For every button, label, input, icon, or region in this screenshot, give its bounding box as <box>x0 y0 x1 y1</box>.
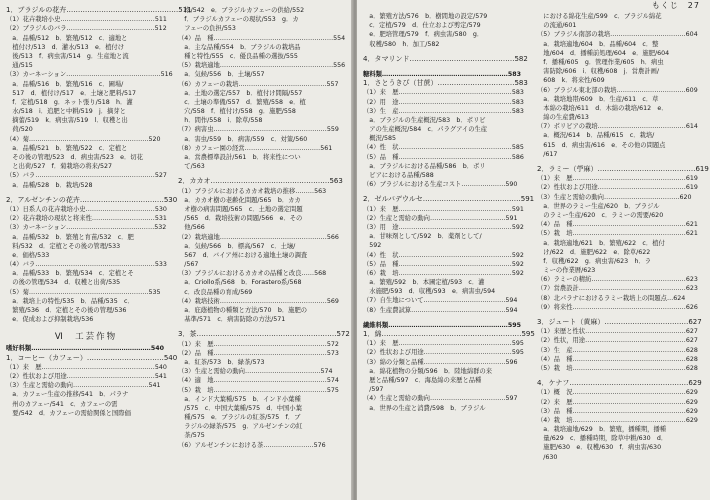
toc-entry: （4）菊…………………………………………………520 <box>6 135 161 143</box>
toc-entry: 嗜好料類…………………………………………………540 <box>6 345 164 353</box>
toc-entry: 茶/575 <box>178 432 205 440</box>
toc-entry: （4）栽培技術……………………………………………569 <box>178 297 339 305</box>
toc-entry: （3）生 産………………………………………………628 <box>537 346 698 354</box>
toc-entry: （4）栽 培………………………………………………629 <box>537 416 698 424</box>
toc-entry: （2）花卉栽培の現状と将来性…………………………531 <box>6 215 167 223</box>
toc-entry: 他/566 <box>178 224 205 232</box>
toc-entry: a．カフェー生産の推移/541 b．パラナ <box>6 391 129 399</box>
toc-entry: c．改良品種の育成/569 <box>178 288 253 296</box>
toc-entry: （6）アルゼンチンにおける茶……………………576 <box>178 441 326 449</box>
toc-entry: （4）バラ…………………………………………………533 <box>6 261 167 269</box>
page-header: もくじ 27 <box>651 1 700 10</box>
toc-entry: a．概況/614 b．品種/615 c．栽培/ <box>537 132 655 140</box>
toc-entry: （3）綿の分類と品種…………………………………596 <box>363 358 518 366</box>
toc-entry: e．価格/533 <box>6 251 50 259</box>
toc-entry: （3）生産と需給の動向………………………………574 <box>178 368 333 376</box>
toc-entry: 4．ケナフ……………………………………………629 <box>537 379 702 388</box>
toc-entry: f．播種/605 g．管理作業/605 h．病虫 <box>537 58 664 66</box>
toc-entry: /617 <box>537 150 558 158</box>
toc-entry: アの生産概況/584 c．パラグアイの生産 <box>363 126 488 134</box>
toc-column-3 <box>363 12 535 413</box>
toc-entry: 1．綿……………………………………………………595 <box>363 330 535 338</box>
toc-entry: 水/518 i．追肥と中耕/519 j．摘芽と <box>6 108 126 116</box>
toc-entry: 地/604 d．播種前処理/604 e．施肥/604 <box>537 49 670 57</box>
toc-entry: 概況/585 <box>363 135 397 143</box>
toc-entry: ミーの作業暦/623 <box>537 267 596 275</box>
toc-entry: （3）カーネーション……………………………………532 <box>6 224 167 232</box>
toc-entry: （5）バラ…………………………………………………527 <box>6 172 167 180</box>
toc-entry: a．害虫/559 b．病害/559 c．対策/560 <box>178 135 308 143</box>
toc-entry: a．栽培上の特性/535 b．品種/535 c． <box>6 297 134 305</box>
toc-entry: 567 d．バイア州における適地土壌の調査 <box>178 251 308 259</box>
toc-entry: （6）ラミーの精紡………………………………………623 <box>537 276 698 284</box>
toc-entry: （4）性 状………………………………………………592 <box>363 251 524 259</box>
toc-entry: c．土壌の準備/557 d．繁殖/558 e．植 <box>178 98 306 106</box>
toc-entry: a．栽培適地/629 b．繁殖，播種期，播種 <box>537 426 667 434</box>
toc-entry: （6）栽 培………………………………………………592 <box>363 269 524 277</box>
toc-entry: a．庇蔭植物の種類と方法/570 b．施肥の <box>178 307 308 314</box>
toc-entry: 3．茶……………………………………………………572 <box>178 330 350 339</box>
toc-entry: （5）菊…………………………………………………535 <box>6 288 161 296</box>
toc-entry: 592 <box>363 242 382 250</box>
toc-entry: （9）将来性………………………………………………626 <box>537 303 698 311</box>
toc-entry: その後の管理/523 d．病虫害/523 e．切花 <box>6 154 143 161</box>
toc-entry: e．促成および抑制栽培/536 <box>6 316 94 324</box>
toc-entry: （3）生産と需給の動向………………………………541 <box>6 382 161 390</box>
toc-entry: a．品種/528 b．栽培/528 <box>6 181 93 189</box>
toc-entry: （8）カフェー園の経営………………………………561 <box>178 144 333 152</box>
toc-entry: /575 c．中国大葉種/575 d．中国小葉 <box>178 404 302 412</box>
toc-entry: /597 <box>363 386 384 394</box>
toc-entry: 害防除/606 i．収穫/608 j．営農計画/ <box>537 68 660 76</box>
toc-entry: a．ブラジルの生産概況/583 b．ボリビ <box>363 116 486 124</box>
toc-entry: 荷/520 <box>6 126 33 134</box>
toc-entry: （1）概 況………………………………………………629 <box>537 389 698 397</box>
toc-entry: a．ブラジルにおける品種/586 b．ボリ <box>363 162 486 170</box>
toc-entry: 格/542 e．ブラジルカフェーの供給/552 <box>178 7 305 14</box>
toc-entry: 1．コーヒー（カフェー）……………………………540 <box>6 353 178 362</box>
toc-entry: （4）性 状………………………………………………585 <box>363 144 524 152</box>
toc-entry: a．繁殖/592 b．本圃定植/593 c．灌 <box>363 279 485 287</box>
toc-entry: （2）品 種………………………………………………573 <box>178 349 339 357</box>
toc-entry: 綿の生産費/613 <box>537 114 589 122</box>
toc-entry: f．ブラジルカフェーの現状/553 g．カ <box>178 16 299 24</box>
toc-entry: e．肥培管理/579 f．病虫害/580 g． <box>363 31 484 39</box>
toc-entry: a．気候/556 b．土壌/557 <box>178 71 265 79</box>
toc-entry: 615 d．病虫害/616 e．その他の問題点 <box>537 141 666 149</box>
toc-entry: （2）ブラジルのバラ……………………………………512 <box>6 25 167 33</box>
toc-entry: （3）カーネーション………………………………………516 <box>6 71 173 79</box>
toc-entry: （1）来 歴………………………………………………619 <box>537 175 698 183</box>
toc-entry: 608 k．将来性/609 <box>537 77 605 85</box>
toc-entry: 基準/571 c．病害防除の方法/571 <box>178 316 286 324</box>
toc-entry: 1．さとうきび（甘蔗）……………………………583 <box>363 79 528 88</box>
toc-entry: 施肥/630 e．収穫/630 f．病虫害/630 <box>537 444 662 452</box>
toc-entry: a．世界のラミー生産/620 b．ブラジル <box>537 202 660 210</box>
toc-entry: （2）性状および用途……………………………………595 <box>363 349 524 357</box>
toc-entry: （4）品 種………………………………………………628 <box>537 355 698 363</box>
toc-entry: 種/575 e．ブラジルの紅茶/575 f．ブ <box>178 414 301 422</box>
toc-entry: （2）栽培適地……………………………………………566 <box>178 233 339 241</box>
toc-entry: a．営農標準設計/561 b．将来性につい <box>178 154 301 161</box>
toc-entry: （2）性状，用途…………………………………………627 <box>537 337 698 345</box>
toc-entry: a．栽培適地/621 b．繁殖/622 c．植付 <box>537 239 665 247</box>
toc-entry: 収穫/580 h．加工/582 <box>363 40 440 48</box>
toc-entry: （1）来 歴………………………………………………591 <box>363 205 524 213</box>
toc-entry: a．土地の選定/557 b．植付け間隔/557 <box>178 89 303 97</box>
toc-entry: （7）病害虫………………………………………………559 <box>178 126 339 134</box>
toc-entry: （6）ブラジルにおける生産コスト…………………590 <box>363 181 518 189</box>
toc-entry: a．品種/533 b．繁殖/534 c．定植とそ <box>6 270 134 278</box>
toc-entry: 種と特性/555 c．優良品種の選抜/555 <box>178 52 298 60</box>
toc-entry: （3）ブラジルにおけるカカオの品種と改良……568 <box>178 270 327 278</box>
toc-entry: a．品種/532 b．繁殖と育苗/532 c．肥 <box>6 233 134 241</box>
toc-entry: （7）自生地について…………………………………594 <box>363 297 518 305</box>
toc-entry: a．世界の生産と消費/598 b．ブラジル <box>363 404 486 412</box>
toc-entry: a．紅茶/573 b．緑茶/573 <box>178 358 265 366</box>
toc-entry: フェーの負担/553 <box>178 25 236 33</box>
toc-entry: （1）ブラジルにおけるカカオ栽培の推移………563 <box>178 187 327 195</box>
toc-entry: 量/629 c．播種時期，除草中耕/630 d． <box>537 435 668 443</box>
toc-entry: 517 d．植付け/517 e．土壌と肥料/517 <box>6 89 137 97</box>
toc-entry: h．間作/558 i．除草/558 <box>178 117 263 125</box>
toc-entry: （7）ボリビアの栽培……………………………………614 <box>537 123 698 131</box>
toc-entry: /567 <box>178 261 199 269</box>
toc-entry: a．繁殖方法/576 b．樹間地の設定/579 <box>363 13 488 20</box>
toc-entry: 後/513 f．病虫害/514 g．生産地と流 <box>6 52 129 60</box>
toc-entry: のラミー生産/620 c．ラミーの需要/620 <box>537 211 664 219</box>
toc-entry: （1）花卉栽培小史………………………………………511 <box>6 16 167 24</box>
toc-entry: a．綿花植物の分類/596 b．陸地綿群の来 <box>363 367 493 375</box>
toc-entry: a．気候/566 b．標高/567 c．土壌/ <box>178 242 296 250</box>
toc-column-2 <box>178 6 350 450</box>
toc-entry: （3）生 産………………………………………………583 <box>363 107 524 115</box>
toc-entry: 州のカフェー/541 c．カフェーの需 <box>6 400 118 408</box>
toc-entry: （1）日系人の花卉栽培小史……………………………530 <box>6 205 167 213</box>
toc-entry: （2）用 途………………………………………………583 <box>363 98 524 106</box>
toc-entry: Ⅵ 工芸作物 <box>54 332 118 343</box>
toc-entry: の流通/601 <box>537 22 577 30</box>
toc-entry: 摘蕾/519 k．病虫害/519 l．収穫と出 <box>6 117 128 125</box>
toc-entry: （5）栽 培………………………………………………575 <box>178 386 339 394</box>
toc-entry: c．定植/579 d．仕立および剪定/579 <box>363 22 481 30</box>
toc-entry: （2）性状および用途……………………………………619 <box>537 184 698 192</box>
toc-entry: 4．タマリンド………………………………………582 <box>363 54 528 63</box>
toc-entry: /630 <box>537 453 558 461</box>
toc-entry: （2）来 歴………………………………………………629 <box>537 398 698 406</box>
toc-entry: 穴/558 f．植付け/558 g．施肥/558 <box>178 108 296 116</box>
toc-entry: 料/532 d．定植とその後の管理/533 <box>6 242 121 250</box>
toc-entry: a．栽培適地/604 b．品種/604 c．整 <box>537 40 659 48</box>
toc-entry: 3．ジュート（黄麻）………………………………627 <box>537 318 702 326</box>
toc-entry: 2．ラミー（苧麻）……………………………………619 <box>537 165 709 173</box>
toc-entry: f．収穫/622 g．病虫害/623 h．ラ <box>537 257 652 265</box>
toc-entry: （6）カフェーの栽培……………………………………557 <box>178 80 339 88</box>
toc-entry: （4）品 種…………………………………………………554 <box>178 34 346 42</box>
toc-entry: （3）生産と需給の動向………………………………620 <box>537 193 692 201</box>
toc-entry: a．カカオ樹の老齢化問題/565 b．カカ <box>178 196 301 204</box>
toc-entry: /565 d．栽培技術の問題/566 e．その <box>178 215 303 223</box>
toc-entry: （8）生産費試算………………………………………594 <box>363 306 518 314</box>
toc-entry: （1）来 歴………………………………………………595 <box>363 340 524 348</box>
toc-entry: （2）生産と需給の動向………………………………591 <box>363 214 518 222</box>
toc-entry: a．Criollo系/568 b．Forastero系/568 <box>178 279 302 287</box>
toc-entry: a．品種/512 b．繁殖/512 c．適地と <box>6 34 128 42</box>
toc-entry: a．主な品種/554 b．ブラジルの栽培品 <box>178 43 301 51</box>
toc-column-4 <box>537 12 709 462</box>
toc-entry: ラジルの緑茶/575 g．アルゼンチンの紅 <box>178 423 303 431</box>
toc-entry: と出荷/527 f．菊栽培の将来/527 <box>6 163 113 171</box>
toc-entry: （2）性状および用途……………………………………541 <box>6 372 167 380</box>
toc-entry: 要/542 d．カフェーの需給関係と国際価 <box>6 409 131 417</box>
toc-entry: の後の管理/534 d．収穫と出荷/535 <box>6 279 121 287</box>
toc-entry: （3）用 途………………………………………………592 <box>363 223 524 231</box>
toc-entry: 2．ゼルバデウルセ……………………………………591 <box>363 195 535 204</box>
toc-entry: （5）品 種………………………………………………586 <box>363 153 524 161</box>
toc-entry: （5）栽 培………………………………………………621 <box>537 230 698 238</box>
toc-entry: け/622 d．施肥/622 e．除草/622 <box>537 248 651 256</box>
toc-entry: 水施肥/593 d．収穫/593 e．病害虫/594 <box>363 288 496 296</box>
toc-entry: 糖料類……………………………………………………583 <box>363 70 521 78</box>
toc-entry: ビアにおける品種/588 <box>363 172 434 179</box>
toc-entry: 2．アルゼンチンの花卉………………………………530 <box>6 195 178 204</box>
toc-entry: 2．カカオ……………………………………………563 <box>178 177 343 186</box>
toc-entry: （4）生産と需給の動向………………………………597 <box>363 395 518 403</box>
toc-entry: 繊維料類…………………………………………………595 <box>363 321 521 329</box>
toc-entry: （4）適 地………………………………………………574 <box>178 377 339 385</box>
toc-entry: a．インド大葉種/575 b．インド小葉種 <box>178 395 301 403</box>
toc-entry: （6）ブラジル東北部の栽培……………………………609 <box>537 86 698 94</box>
toc-entry: （1）来 歴………………………………………………572 <box>178 340 339 348</box>
toc-entry: オ樹の病害問題/565 c．土地の選定問題 <box>178 205 303 213</box>
toc-entry: て/563 <box>178 163 205 171</box>
toc-entry: （1）来 歴………………………………………………583 <box>363 89 524 97</box>
toc-entry: 歴と品種/597 c．海島綿の来歴と品種 <box>363 376 482 384</box>
left-page <box>0 0 353 500</box>
toc-entry: （4）品 種………………………………………………621 <box>537 221 698 229</box>
toc-entry: 1．ブラジルの花卉…………………………………………511 <box>6 6 192 14</box>
toc-entry: （8）北パラナにおけるラミー栽培上の問題点…624 <box>537 294 686 302</box>
toc-entry: a．甘味剤として/592 b．薬剤として/ <box>363 233 482 241</box>
toc-entry: a．栽培地帯/609 b．生産/611 c．草 <box>537 95 659 103</box>
right-page <box>357 0 710 500</box>
toc-entry: （5）栽 培………………………………………………628 <box>537 364 698 372</box>
toc-entry: （3）品 種………………………………………………629 <box>537 407 698 415</box>
toc-entry: （1）来歴と性状…………………………………………627 <box>537 328 698 336</box>
toc-entry: f．定植/518 g．ネット張り/518 h．灌 <box>6 98 133 106</box>
toc-entry: （5）ブラジル南部の栽培………………………………604 <box>537 31 698 39</box>
toc-entry: 植付け/513 d．灌水/513 e．植付け <box>6 43 125 51</box>
toc-entry: a．品種/516 b．繁殖/516 c．圃場/ <box>6 80 124 88</box>
toc-entry: （1）来 歴………………………………………………540 <box>6 363 167 371</box>
toc-entry: （7）営農設計……………………………………………623 <box>537 285 698 293</box>
toc-entry: における綿花生産/599 c．ブラジル綿花 <box>537 13 662 20</box>
toc-entry: a．品種/521 b．繁殖/522 c．定植と <box>6 144 128 152</box>
toc-entry: （5）栽培適地………………………………………………556 <box>178 62 346 70</box>
toc-entry: （5）品 種………………………………………………592 <box>363 260 524 268</box>
toc-entry: 本綿の栽培/611 d．木綿の栽培/612 e． <box>537 104 668 112</box>
toc-entry: 繁殖/536 d．定植とその後の管理/536 <box>6 307 127 314</box>
toc-entry: 通/515 <box>6 62 33 70</box>
